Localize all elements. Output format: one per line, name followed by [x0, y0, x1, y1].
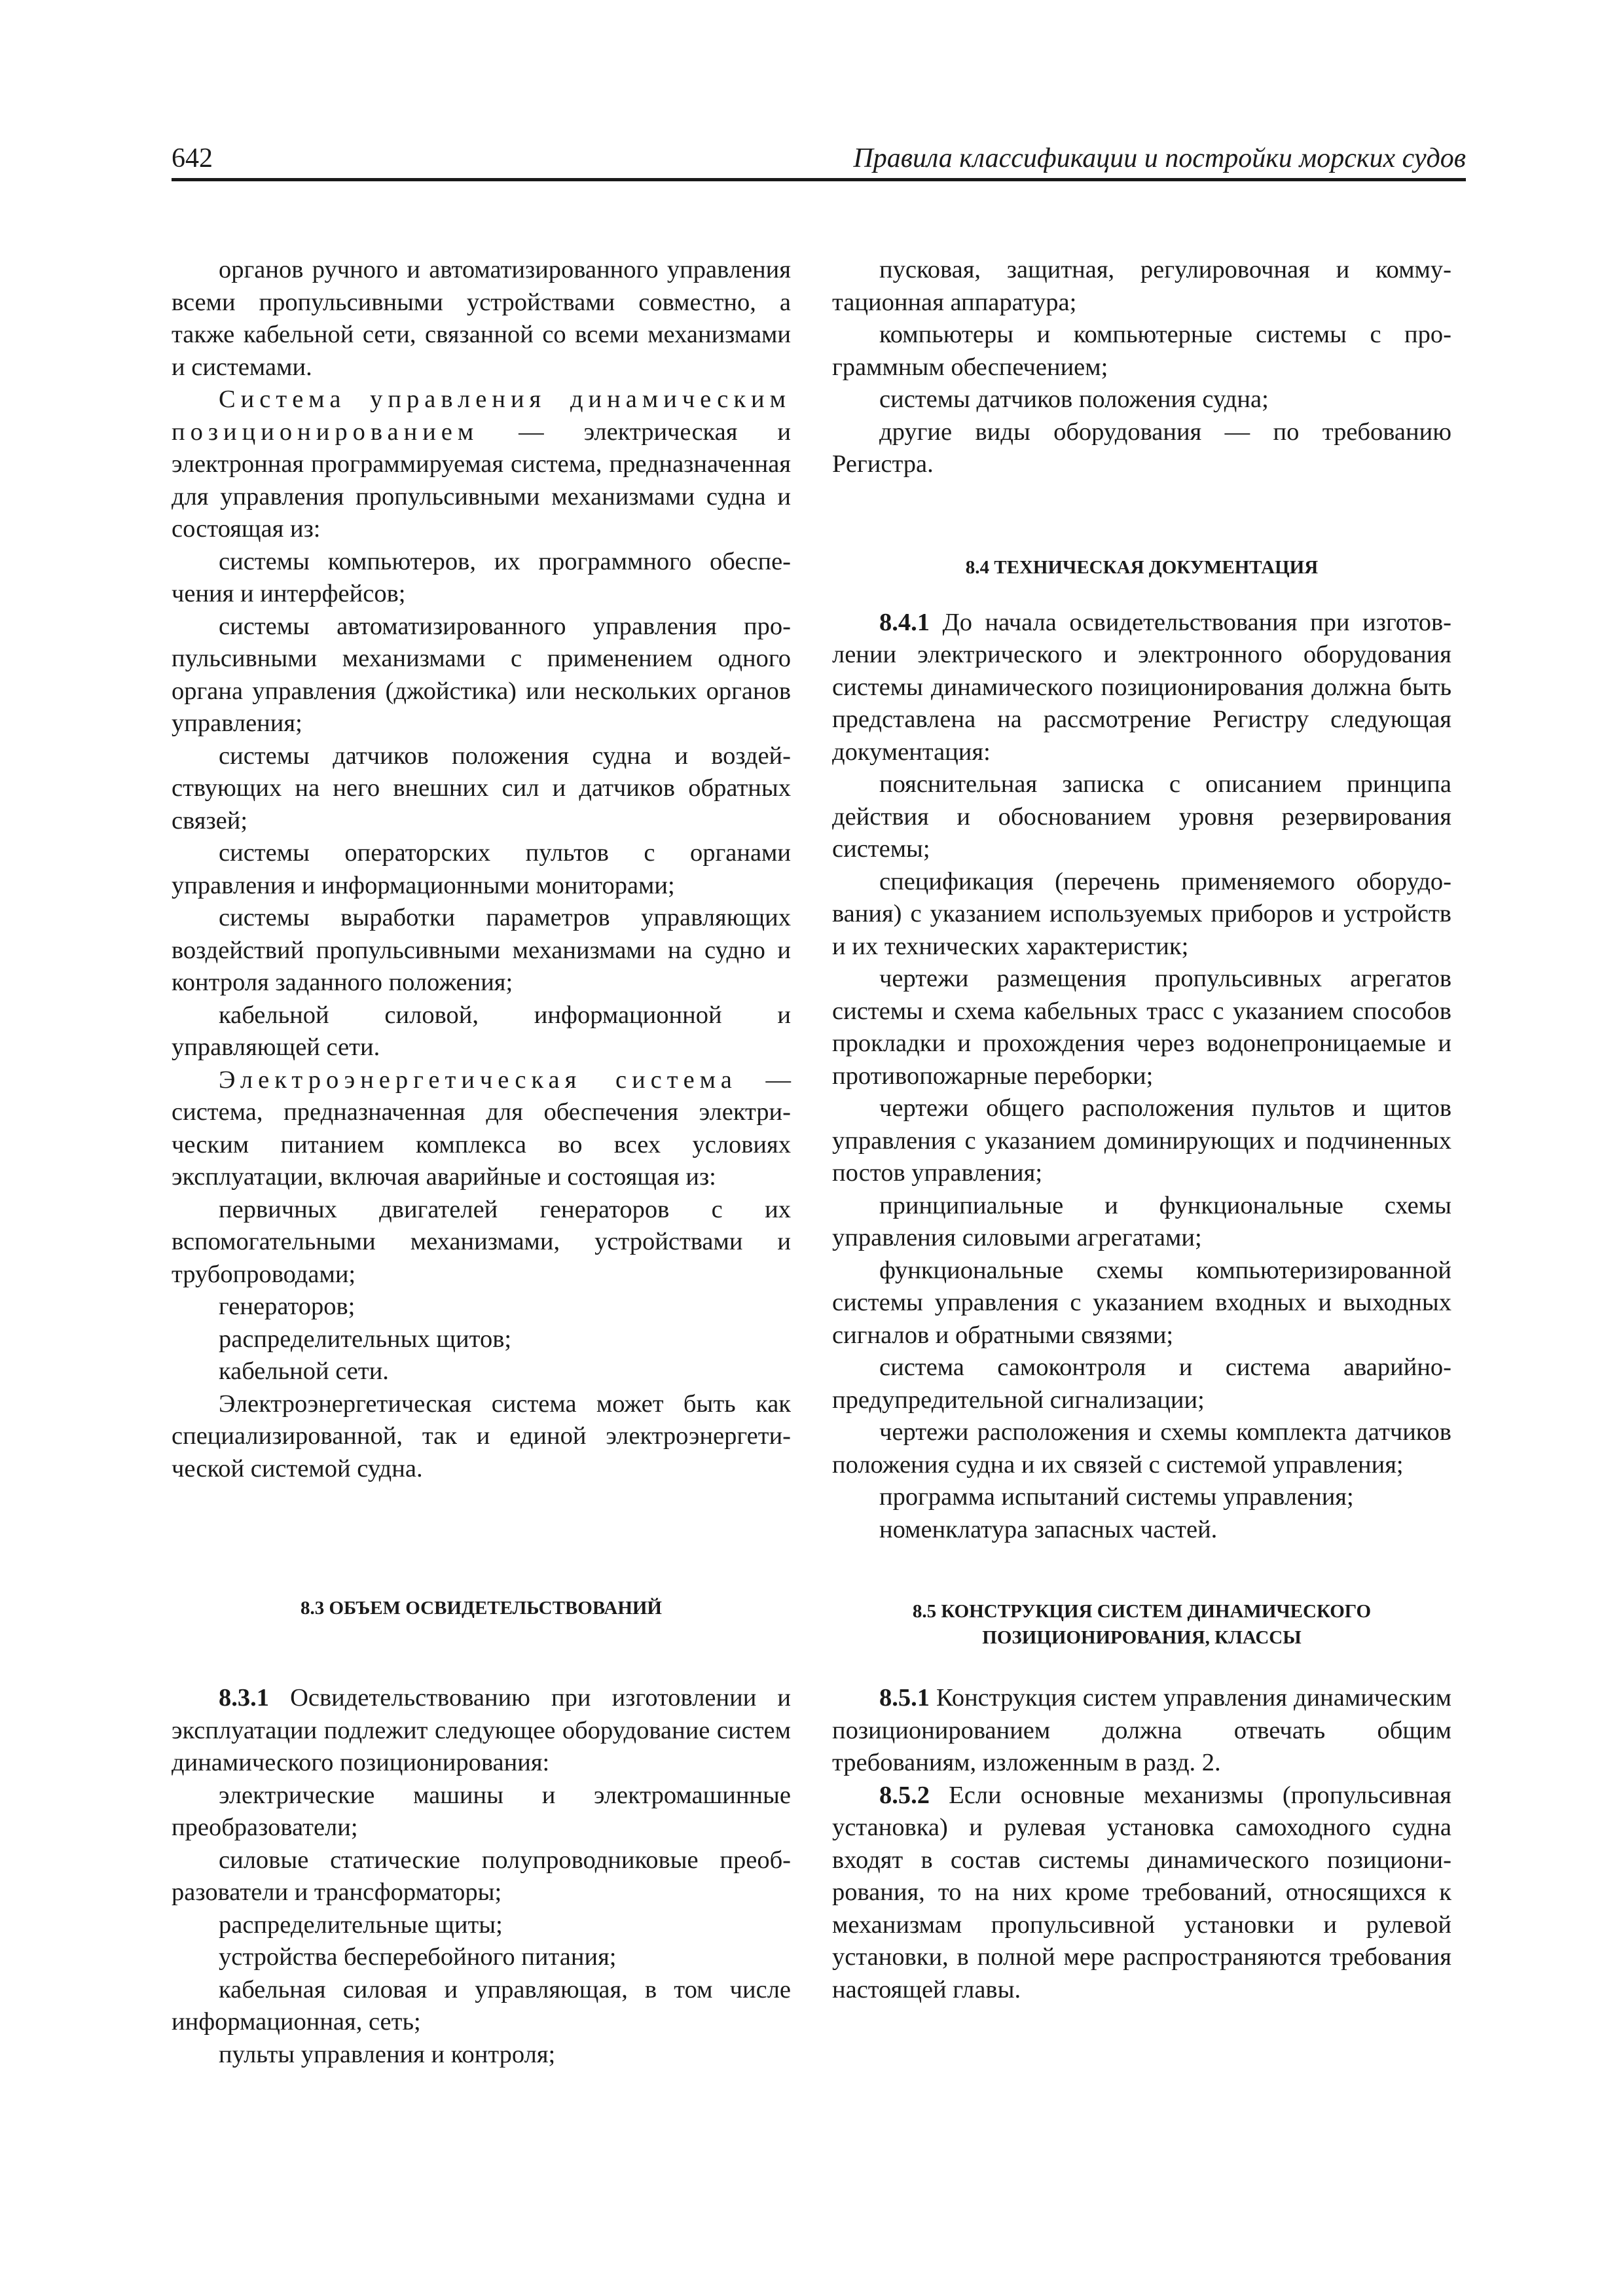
- definition-text: — система, предназначенная для обеспечения электрическим питанием комплекса во всех условиях эксплуатации, включая аварийные и состоящая из:: [172, 1066, 791, 1191]
- list-item: пояснительная записка с описанием принципа действия и обоснованием уровня резервирования системы;: [832, 770, 1451, 863]
- list-item: номенклатура запасных частей.: [879, 1515, 1218, 1543]
- paragraph: Электроэнергетическая система может быть как специализированной, так и единой электроэнергетической системой судна.: [172, 1390, 791, 1482]
- list-item: электрические машины и электромашинные преобразователи;: [172, 1781, 791, 1841]
- list-item: система самоконтроля и система аварийно-предупредительной сигнализации;: [832, 1354, 1451, 1414]
- header-rule: [172, 178, 1466, 181]
- page-number: 642: [172, 143, 213, 173]
- right-column: [832, 254, 1451, 2006]
- clause-number: 8.5.1: [879, 1684, 930, 1712]
- clause-8-3-1: [172, 1682, 791, 1780]
- list-item: кабельной сети.: [219, 1357, 389, 1385]
- definition-dp-system: [172, 384, 791, 546]
- list-item: распределительных щитов;: [219, 1325, 512, 1353]
- list-item: кабельной силовой, информационной и управляющей сети.: [172, 1001, 791, 1061]
- list-item: функциональные схемы компьютеризированной системы управления с указанием входных и выходных сигналов и обратными связями;: [832, 1256, 1451, 1349]
- list-item: устройства бесперебойного питания;: [219, 1943, 617, 1971]
- list-item: распределительные щиты;: [219, 1910, 503, 1939]
- list-item: компьютеры и компьютерные системы с программным обеспечением;: [832, 321, 1451, 381]
- list-item: генераторов;: [219, 1293, 356, 1320]
- list-item: кабельная силовая и управляющая, в том числе информационная, сеть;: [172, 1975, 791, 2036]
- list-item: принципиальные и функциональные схемы управления силовыми агрегатами;: [832, 1191, 1451, 1251]
- clause-text: Освидетельствованию при изготовлении и эксплуатации подлежит следующее оборудование систем динамического позиционирования:: [172, 1684, 791, 1776]
- list-item: системы операторских пультов с органами управления и информационными мониторами;: [172, 839, 791, 899]
- clause-text: До начала освидетельствования при изготовлении электрического и электронного оборудования системы динамического позиционирования должна быть представлена на рассмотрение Регистру следующая документация:: [832, 608, 1451, 766]
- list-item: спецификация (перечень применяемого оборудования) с указанием используемых приборов и устройств и их технических характеристик;: [832, 867, 1451, 960]
- list-item: программа испытаний системы управления;: [879, 1483, 1354, 1511]
- list-item: чертежи расположения и схемы комплекта датчиков положения судна и их связей с системой управления;: [832, 1418, 1451, 1479]
- left-column: [172, 254, 791, 2071]
- section-heading-8-4: 8.4 ТЕХНИЧЕСКАЯ ДОКУМЕНТАЦИЯ: [965, 556, 1319, 578]
- list-item: системы автоматизированного управления пропульсивными механизмами с применением одного органа управления (джойстика) или нескольких органов управления;: [172, 612, 791, 737]
- list-item: системы выработки параметров управляющих воздействий пропульсивными механизмами на судно и контроля заданного положения;: [172, 904, 791, 996]
- heading-line: ПОЗИЦИОНИРОВАНИЯ, КЛАССЫ: [982, 1627, 1302, 1648]
- list-item: силовые статические полупроводниковые преобразователи и трансформаторы;: [172, 1846, 791, 1906]
- section-heading-8-5: [832, 1598, 1451, 1651]
- clause-number: 8.5.2: [879, 1781, 930, 1809]
- list-item: чертежи общего расположения пультов и щитов управления с указанием доминирующих и подчиненных постов управления;: [832, 1094, 1451, 1187]
- clause-8-5-2: [832, 1780, 1451, 2007]
- list-item: пусковая, защитная, регулировочная и коммутационная аппаратура;: [832, 256, 1451, 316]
- list-item: пульты управления и контроля;: [219, 2040, 556, 2068]
- definition-power-system: [172, 1064, 791, 1194]
- clause-text: Если основные механизмы (пропульсивная установка) и рулевая установка самоходного судна входят в состав системы динамического позиционирования, то на них кроме требований, относящихся к механизмам пропульсивной установки и рулевой установки, в полной мере распространяются требования настоящей главы.: [832, 1781, 1451, 2003]
- defined-term: Электроэнергетическая система: [219, 1066, 737, 1094]
- clause-8-5-1: [832, 1682, 1451, 1780]
- clause-text: Конструкция систем управления динамическим позиционированием должна отвечать общим требованиям, изложенным в разд. 2.: [832, 1684, 1451, 1776]
- list-item: первичных двигателей генераторов с их вспомогательными механизмами, устройствами и трубопроводами;: [172, 1195, 791, 1288]
- list-item: системы датчиков положения судна;: [879, 386, 1269, 413]
- paragraph: органов ручного и автоматизированного управления всеми пропульсивными устройствами совместно, а также кабельной сети, связанной со всеми механизмами и системами.: [172, 256, 791, 381]
- list-item: другие виды оборудования — по требованию Регистра.: [832, 418, 1451, 478]
- clause-number: 8.4.1: [879, 608, 930, 636]
- list-item: системы компьютеров, их программного обеспечения и интерфейсов;: [172, 547, 791, 607]
- list-item: системы датчиков положения судна и воздействующих на него внешних сил и датчиков обратных связей;: [172, 742, 791, 834]
- section-heading-8-3: 8.3 ОБЪЕМ ОСВИДЕТЕЛЬСТВОВАНИЙ: [300, 1598, 662, 1619]
- defined-term: Система управления динамическим позиционированием: [172, 386, 791, 446]
- running-title: Правила классификации и постройки морских судов: [853, 143, 1466, 173]
- list-item: чертежи размещения пропульсивных агрегатов системы и схема кабельных трасс с указанием способов прокладки и прохождения через водонепроницаемые и противопожарные переборки;: [832, 965, 1451, 1090]
- definition-text: — электрическая и электронная программируемая система, предназначенная для управления пропульсивными механизмами судна и состоящая из:: [172, 418, 791, 543]
- clause-number: 8.3.1: [219, 1684, 269, 1712]
- clause-8-4-1: [832, 607, 1451, 769]
- heading-line: 8.5 КОНСТРУКЦИЯ СИСТЕМ ДИНАМИЧЕСКОГО: [912, 1601, 1372, 1622]
